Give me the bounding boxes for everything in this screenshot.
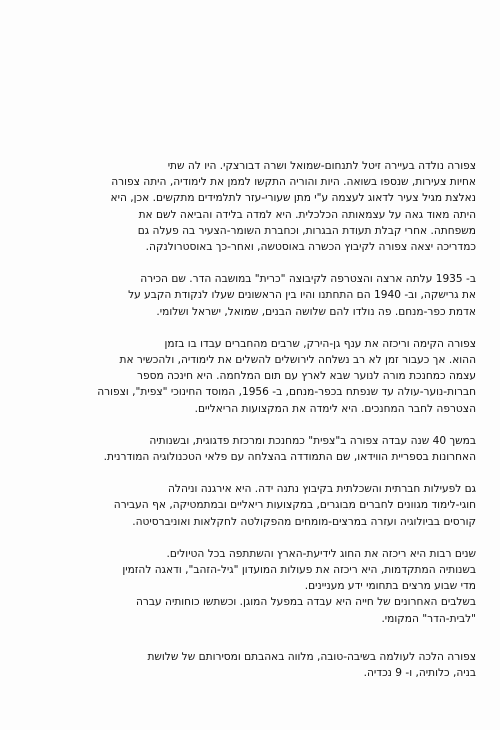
text-line: אחיות צעירות, שנספו בשואה. היות והוריה התקשו לממן את לימודיה, היתה צפורה (111, 176, 476, 189)
text-line: כמדריכה יצאה צפורה לקיבוץ הכשרה באוסטשה, ואחר-כך באוסטרולנקה. (145, 241, 476, 254)
text-line: הצטרפה לחבר המחנכים. היא לימדה את המקצועות הריאליים. (194, 402, 476, 415)
document-body (28, 158, 476, 697)
text-line: נאלצת מגיל צעיר לדאוג לעצמה ע"י מתן שעורי-עזר לתלמידים מתקשים. אכן, היא (110, 192, 476, 205)
text-line: בניה, כלותיה, ו- 9 נכדיה. (363, 667, 476, 680)
text-line: ב- 1935 עלתה ארצה והצטרפה לקיבוצה "כרית" במושבה הדר. שם הכירה (140, 273, 476, 286)
text-line: חברות-נוער-עולה עד שנפתח בכפר-מנחם, ב- 1956, המוסד החינוכי "צפית", וצפורה (97, 386, 476, 399)
text-line: צפורה הלכה לעולמה בשיבה-טובה, מלווה באהבתם ומסירותם של שלושת (147, 650, 476, 663)
text-line: עצמה כמחנכת מורה לנוער שבא לארץ עם תום המלחמה. היא חינכה מספר (136, 370, 476, 383)
text-line: האחרונות בספריית הווידאו, שם התמודדה בהצלחה עם פלאי הטכנולוגיה המודרנית. (103, 451, 476, 464)
text-line: גם לפעילות חברתית והשכלתית בקיבוץ נתנה ידה. היא אירגנה וניהלה (168, 483, 476, 496)
text-line: שנים רבות היא ריכזה את החוג לידיעת-הארץ והשתתפה בכל הטיולים. (166, 547, 476, 560)
text-line: קורסים בביולוגיה ועזרה במרצים-מומחים מהפקולטה לחקלאות ואוניברסיטה. (132, 515, 476, 528)
text-line: במשך 40 שנה עבדה צפורה ב"צפית" כמחנכת ומרכזת פדגוגית, ובשנותיה (149, 434, 476, 447)
text-line: חוגי-לימוד מגוונים לחברים מבוגרים, במקצועות ריאליים ובמתמטיקה, אף העבירה (113, 499, 476, 512)
text-line: אדמת כפר-מנחם. פה נולדו להם שלושה הבנים, שמואל, ישראל ושלומי. (156, 305, 476, 318)
paragraph-3 (28, 336, 476, 417)
paragraph-2 (28, 271, 476, 320)
paragraph-4 (28, 433, 476, 465)
text-line: בשנותיה המתקדמות, היא ריכזה את פעולות המועדון "גיל-הזהב", ודאגה להזמין (122, 564, 476, 577)
text-line: את גרישקה, וב- 1940 הם התחתנו והיו בין הראשונים שעלו לנקודת הקבע על (128, 289, 476, 302)
text-line: "לבית-הדר" המקומי. (381, 612, 476, 625)
paragraph-1 (28, 158, 476, 255)
text-line: צפורה נולדה בעיירה זיטל לתנחום-שמואל ושרה דבורצקי. היו לה שתי (167, 160, 476, 172)
text-line: צפורה הקימה וריכזה את ענף גן-הירק, שרבים מהחברים עבדו בו בזמן (164, 337, 476, 350)
paragraph-6 (28, 546, 476, 627)
text-line: משפחתה. אחרי קבלת תעודת הבגרות, וכחברת השומר-הצעיר בה פעלה גם (137, 224, 476, 237)
paragraph-7 (28, 649, 476, 681)
paragraph-5 (28, 481, 476, 530)
text-line: מדי שבוע מרצים בתחומי ידע מעניינים. (304, 580, 476, 593)
text-line: בשלבים האחרונים של חייה היא עבדה במפעל המוגן. וכשתשו כוחותיה עברה (136, 596, 476, 609)
text-line: היתה מאוד גאה על עצמאותה הכלכלית. היא למדה בלידה והביאה לשם את (138, 208, 476, 221)
text-line: ההוא. אך כעבור זמן לא רב נשלחה לירושלים להשלים את לימודיה, ולהכשיר את (119, 354, 476, 367)
